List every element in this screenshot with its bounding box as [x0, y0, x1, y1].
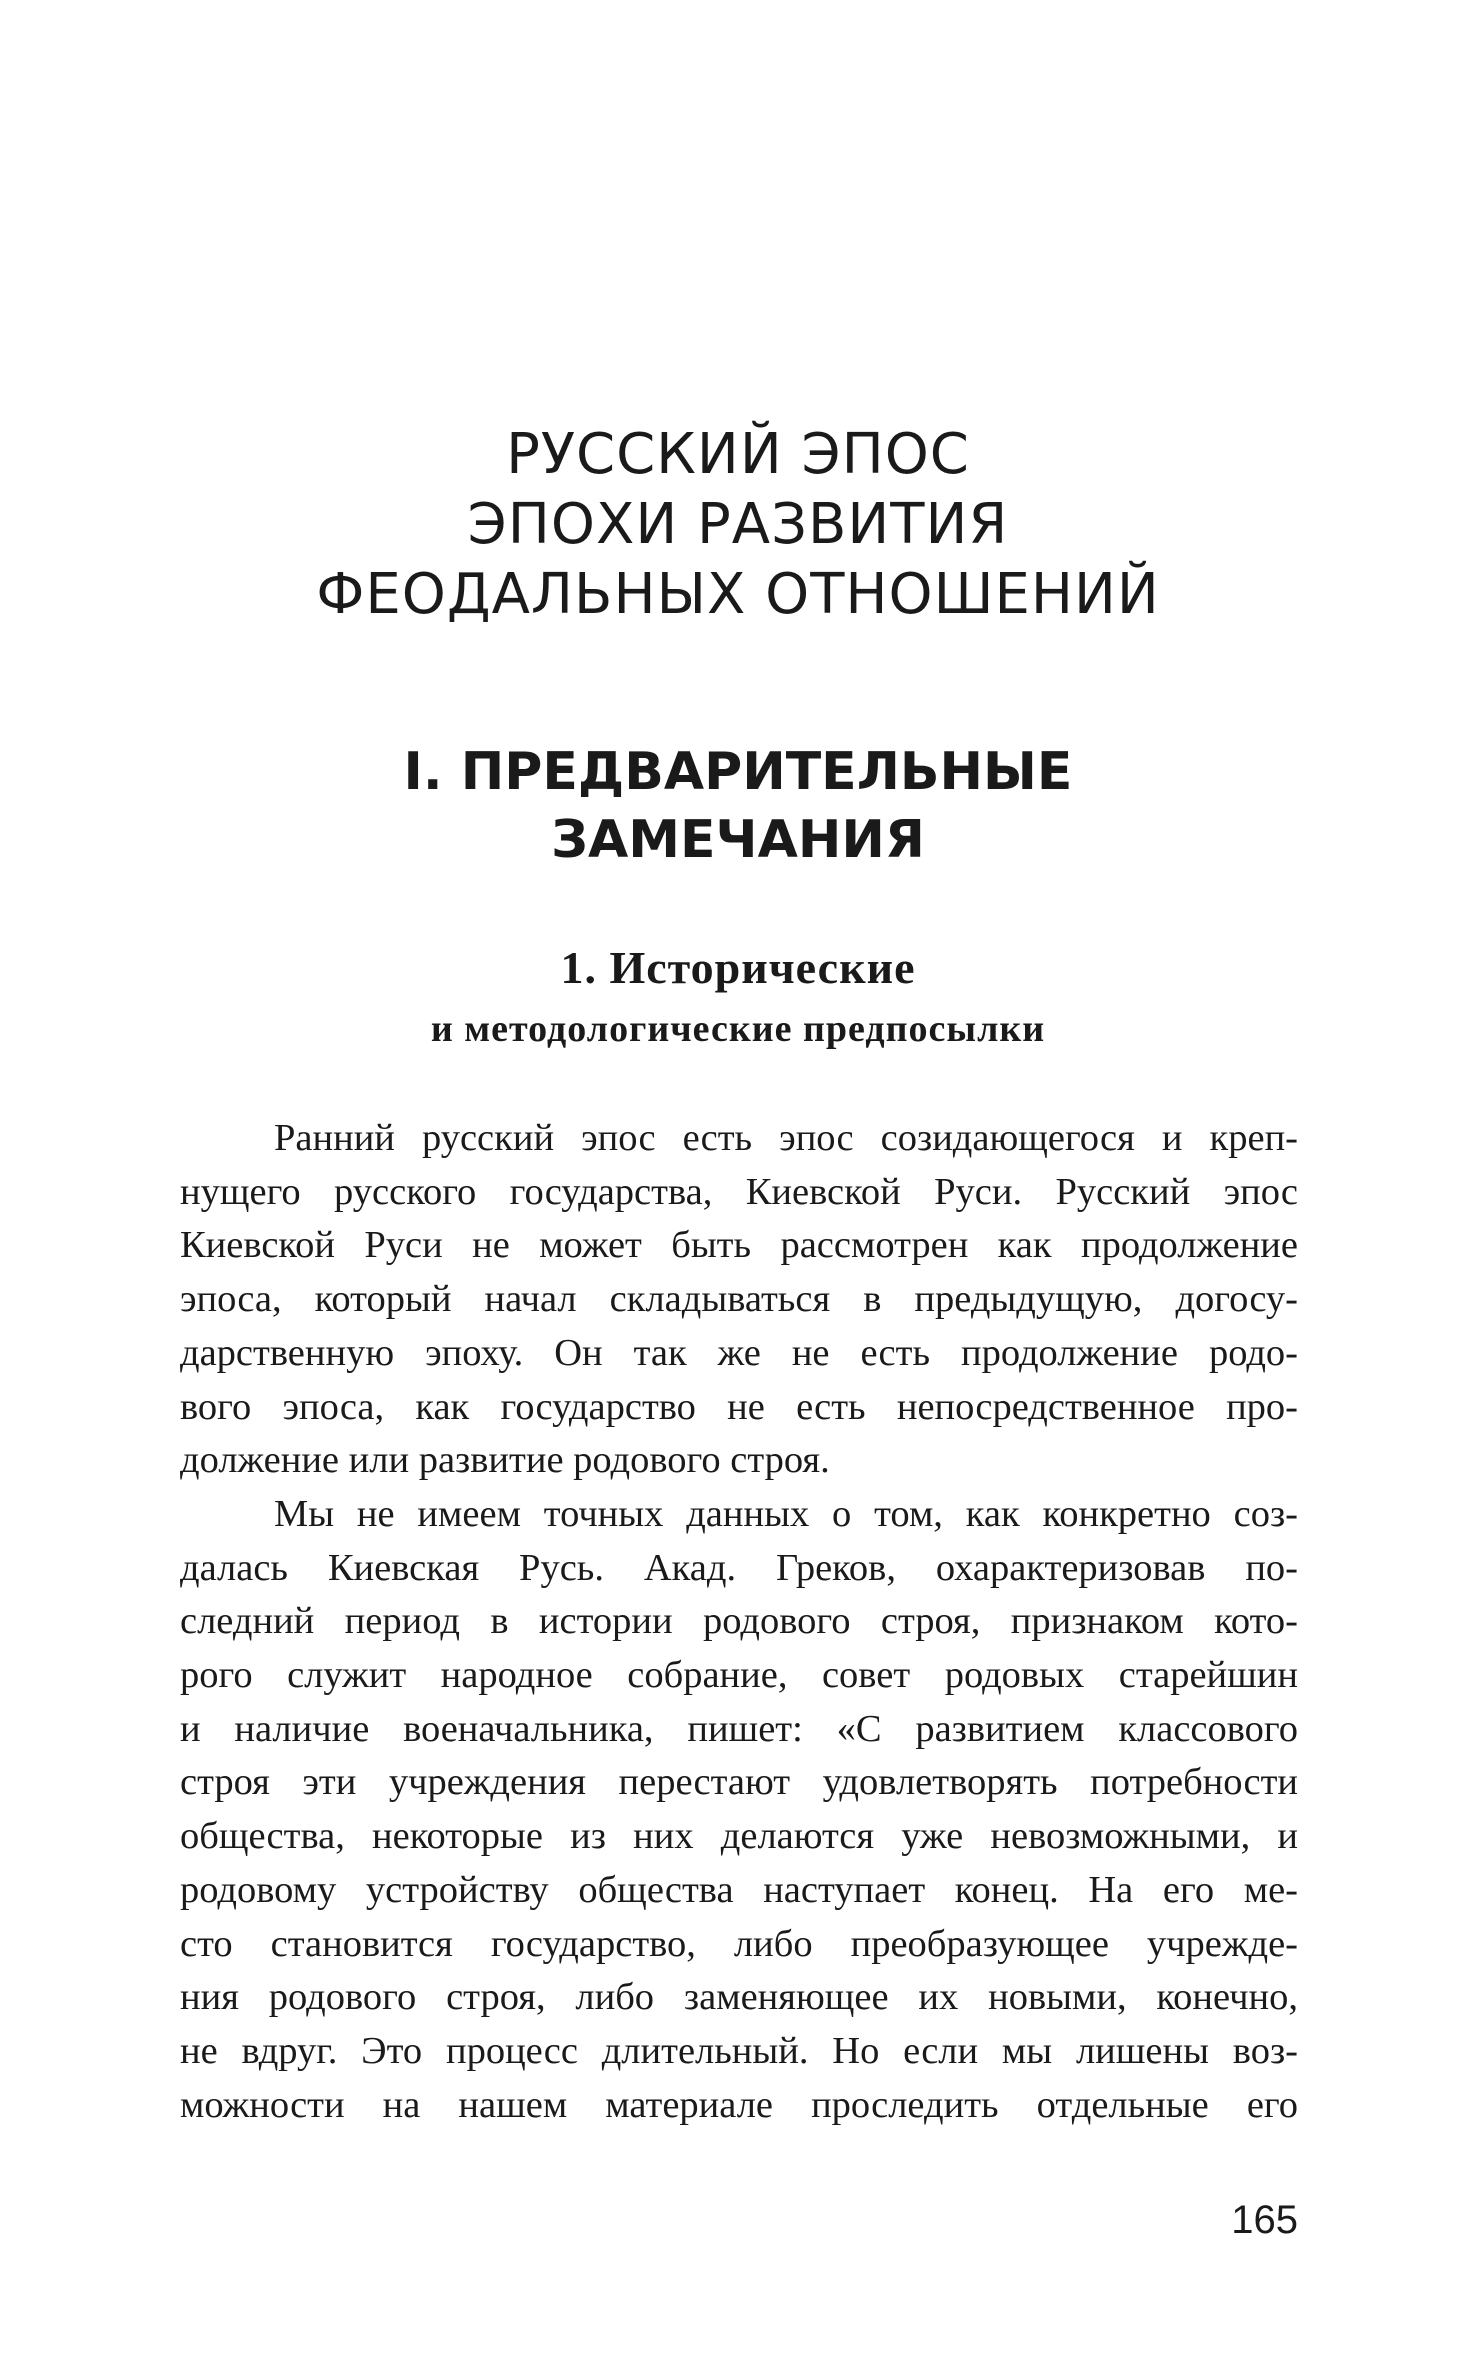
paragraph: [180, 1112, 1298, 1488]
text-line: дарственную эпоху. Он так же не есть продолжение родо-: [180, 1331, 1298, 1374]
text-line: следний период в истории родового строя, признаком кото-: [180, 1600, 1298, 1643]
text-line: вого эпоса, как государство не есть непосредственное про-: [180, 1385, 1298, 1428]
text-line: родовому устройству общества наступает конец. На его ме-: [180, 1868, 1298, 1911]
text-line: ния родового строя, либо заменяющее их новыми, конечно,: [180, 1976, 1298, 2019]
chapter-title-line: РУССКИЙ ЭПОС: [506, 422, 970, 487]
text-line: эпоса, который начал складываться в предыдущую, догосу-: [180, 1278, 1298, 1321]
subsection-title-line: 1. Исторические: [560, 942, 916, 993]
section-title-line: I. ПРЕДВАРИТЕЛЬНЫЕ: [403, 742, 1073, 802]
text-line: Мы не имеем точных данных о том, как конкретно соз-: [274, 1492, 1298, 1535]
chapter-title: [0, 420, 1476, 630]
text-line: Киевской Руси не может быть рассмотрен как продолжение: [180, 1224, 1298, 1267]
text-line: общества, некоторые из них делаются уже невозможными, и: [180, 1815, 1298, 1858]
section-title: [0, 738, 1476, 874]
subsection-title-line: и методологические предпосылки: [430, 1008, 1046, 1050]
text-line: рого служит народное собрание, совет родовых старейшин: [180, 1654, 1298, 1697]
text-line: нущего русского государства, Киевской Руси. Русский эпос: [180, 1170, 1298, 1213]
text-line: можности на нашем материале проследить отдельные его: [180, 2083, 1298, 2126]
text-line: строя эти учреждения перестают удовлетворять потребности: [180, 1761, 1298, 1804]
text-line: не вдруг. Это процесс длительный. Но если мы лишены воз-: [180, 2029, 1298, 2072]
section-title-line: ЗАМЕЧАНИЯ: [551, 810, 925, 870]
page-number: 165: [1231, 2198, 1298, 2242]
paragraph: [180, 1488, 1298, 2132]
chapter-title-line: ФЕОДАЛЬНЫХ ОТНОШЕНИЙ: [316, 562, 1160, 627]
text-line: Ранний русский эпос есть эпос созидающегося и креп-: [274, 1117, 1298, 1159]
text-line: сто становится государство, либо преобразующее учрежде-: [180, 1922, 1298, 1965]
text-line: и наличие военачальника, пишет: «С развитием классового: [180, 1707, 1298, 1750]
text-line: далась Киевская Русь. Акад. Греков, охарактеризовав по-: [180, 1546, 1298, 1589]
chapter-title-line: ЭПОХИ РАЗВИТИЯ: [467, 492, 1009, 557]
body-text: [180, 1112, 1298, 2132]
text-line: должение или развитие родового строя.: [180, 1439, 830, 1482]
subsection-title: [0, 936, 1476, 1058]
